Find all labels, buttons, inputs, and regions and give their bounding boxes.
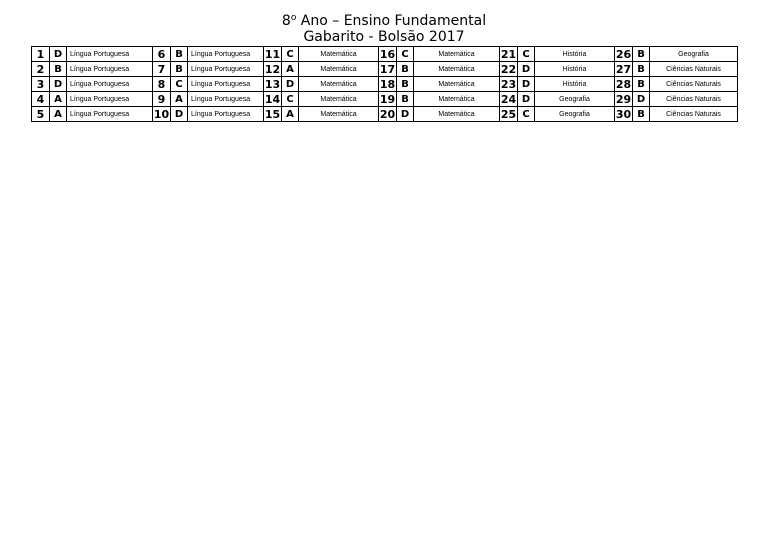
- answer-letter: B: [171, 47, 188, 62]
- subject-label: Língua Portuguesa: [67, 62, 153, 77]
- answer-rows: [32, 47, 738, 122]
- answer-letter: B: [633, 107, 650, 122]
- grade-title-rest: Ano – Ensino Fundamental: [296, 13, 487, 29]
- subject-label: Língua Portuguesa: [188, 77, 264, 92]
- subject-label: Ciências Naturais: [650, 62, 738, 77]
- subject-label: Ciências Naturais: [650, 107, 738, 122]
- subject-label: Língua Portuguesa: [67, 92, 153, 107]
- question-number: 13: [264, 77, 281, 91]
- table-row: [32, 92, 738, 107]
- answer-letter: D: [50, 47, 67, 62]
- subject-label: Matemática: [414, 77, 500, 92]
- question-number: 10: [153, 107, 170, 121]
- answer-letter: C: [171, 77, 188, 92]
- table-row: [32, 62, 738, 77]
- answer-letter: B: [171, 62, 188, 77]
- answer-letter: D: [282, 77, 299, 92]
- answer-letter: A: [282, 62, 299, 77]
- question-number: 26: [615, 47, 632, 61]
- subject-label: Ciências Naturais: [650, 77, 738, 92]
- answer-letter: A: [50, 107, 67, 122]
- answer-letter: A: [50, 92, 67, 107]
- question-number: 30: [615, 107, 632, 121]
- answer-letter: B: [633, 47, 650, 62]
- question-number: 6: [153, 47, 171, 62]
- subject-label: Geografia: [535, 107, 615, 122]
- subject-label: Matemática: [414, 62, 500, 77]
- answer-letter: D: [518, 77, 535, 92]
- subject-label: Matemática: [299, 47, 379, 62]
- answer-letter: C: [282, 92, 299, 107]
- answer-letter: A: [282, 107, 299, 122]
- subject-label: Ciências Naturais: [650, 92, 738, 107]
- subject-label: História: [535, 47, 615, 62]
- subject-label: Língua Portuguesa: [188, 92, 264, 107]
- table-row: [32, 47, 738, 62]
- question-number: 8: [153, 77, 171, 92]
- question-number: 17: [379, 62, 396, 76]
- subject-label: Língua Portuguesa: [188, 107, 264, 122]
- answer-letter: D: [518, 62, 535, 77]
- question-number: 16: [379, 47, 396, 61]
- page-title: [0, 13, 768, 29]
- subject-label: Matemática: [414, 107, 500, 122]
- question-number: 7: [153, 62, 171, 77]
- table-row: [32, 77, 738, 92]
- question-number: 28: [615, 77, 632, 91]
- answer-letter: C: [518, 107, 535, 122]
- subject-label: Matemática: [299, 92, 379, 107]
- answer-letter: B: [633, 62, 650, 77]
- question-number: 4: [32, 92, 50, 107]
- subject-label: Língua Portuguesa: [188, 47, 264, 62]
- question-number: 1: [32, 47, 50, 62]
- subject-label: Matemática: [414, 47, 500, 62]
- grade-number: 8: [281, 13, 291, 29]
- ordinal-indicator: o: [290, 13, 297, 23]
- question-number: 21: [500, 47, 517, 61]
- answer-letter: B: [633, 77, 650, 92]
- answer-letter: B: [397, 77, 414, 92]
- subject-label: Matemática: [299, 77, 379, 92]
- answer-letter: B: [397, 92, 414, 107]
- question-number: 25: [500, 107, 517, 121]
- subject-label: Língua Portuguesa: [188, 62, 264, 77]
- subject-label: Língua Portuguesa: [67, 77, 153, 92]
- subject-label: Geografia: [535, 92, 615, 107]
- answer-key-table: [31, 46, 738, 122]
- question-number: 15: [264, 107, 281, 121]
- answer-letter: C: [518, 47, 535, 62]
- question-number: 5: [32, 107, 50, 122]
- subject-label: Matemática: [299, 62, 379, 77]
- question-number: 22: [500, 62, 517, 76]
- answer-letter: D: [171, 107, 188, 122]
- question-number: 9: [153, 92, 171, 107]
- answer-letter: C: [397, 47, 414, 62]
- question-number: 29: [615, 92, 632, 106]
- question-number: 18: [379, 77, 396, 91]
- table-row: [32, 107, 738, 122]
- question-number: 19: [379, 92, 396, 106]
- subject-label: Matemática: [299, 107, 379, 122]
- answer-letter: D: [397, 107, 414, 122]
- question-number: 3: [32, 77, 50, 92]
- subject-label: Língua Portuguesa: [67, 47, 153, 62]
- answer-letter: B: [397, 62, 414, 77]
- subject-label: História: [535, 77, 615, 92]
- answer-letter: D: [50, 77, 67, 92]
- question-number: 23: [500, 77, 517, 91]
- answer-letter: B: [50, 62, 67, 77]
- question-number: 14: [264, 92, 281, 106]
- subject-label: Língua Portuguesa: [67, 107, 153, 122]
- question-number: 24: [500, 92, 517, 106]
- answer-letter: D: [633, 92, 650, 107]
- subject-label: Matemática: [414, 92, 500, 107]
- question-number: 27: [615, 62, 632, 76]
- subject-label: História: [535, 62, 615, 77]
- title-block: [0, 13, 768, 45]
- question-number: 2: [32, 62, 50, 77]
- answer-letter: C: [282, 47, 299, 62]
- subject-label: Geografia: [650, 47, 738, 62]
- question-number: 20: [379, 107, 396, 121]
- question-number: 11: [264, 47, 281, 61]
- page-subtitle: Gabarito - Bolsão 2017: [303, 29, 465, 45]
- answer-letter: D: [518, 92, 535, 107]
- question-number: 12: [264, 62, 281, 76]
- answer-letter: A: [171, 92, 188, 107]
